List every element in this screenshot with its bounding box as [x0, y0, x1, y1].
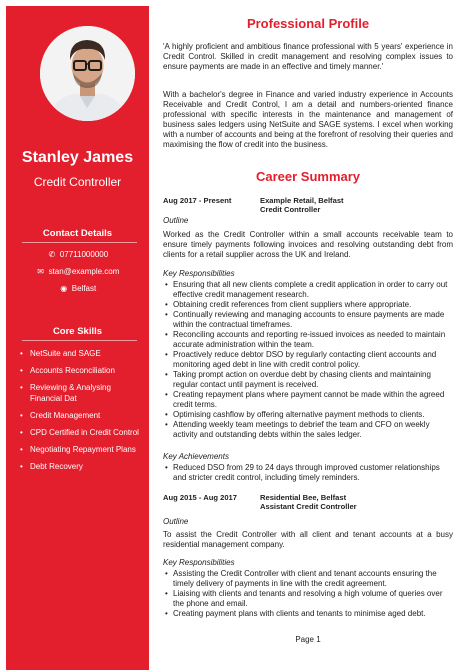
- contact-location: [6, 284, 149, 293]
- job-outline: Worked as the Credit Controller within a small accounts receivable team to ensure timely payments following invoices and resolving outstanding debt from clients for a retail supplier across the UK and Ireland.: [163, 230, 453, 259]
- job-employer: Example Retail, Belfast: [260, 196, 344, 205]
- achievements-list: [163, 463, 453, 483]
- phone-icon: ✆: [48, 250, 56, 259]
- contact-email: [6, 267, 149, 276]
- list-item: • Obtaining credit references from client suppliers where appropriate.: [163, 300, 453, 310]
- skill-item: • NetSuite and SAGE: [20, 348, 144, 359]
- skill-item: • Reviewing & Analysing Financial Dat: [20, 382, 144, 404]
- responsibilities-list: [163, 280, 453, 440]
- list-item: • Proactively reduce debtor DSO by regularly contacting client accounts and monitoring aged debt in line with credit control policy.: [163, 350, 453, 370]
- job-header: [163, 196, 453, 216]
- outline-label: Outline: [163, 517, 189, 526]
- candidate-name: Stanley James: [21, 149, 134, 166]
- location-icon: ◉: [60, 284, 68, 293]
- contact-details-heading: Contact Details: [42, 228, 113, 239]
- skill-item: • Negotiating Repayment Plans: [20, 444, 144, 455]
- job-position: Assistant Credit Controller: [260, 502, 357, 511]
- job-dates: Aug 2015 - Aug 2017: [163, 493, 237, 502]
- list-item: • Optimising cashflow by offering alternative payment methods to clients.: [163, 410, 453, 420]
- career-summary-heading: Career Summary: [255, 169, 361, 184]
- core-skills-heading: Core Skills: [52, 326, 103, 337]
- skill-item: • Accounts Reconciliation: [20, 365, 144, 376]
- list-item: • Reduced DSO from 29 to 24 days through improved customer relationships and stricter credit control, including timely reminders.: [163, 463, 453, 483]
- list-item: • Continually reviewing and managing accounts to ensure payments are made within the contractual timeframes.: [163, 310, 453, 330]
- profile-photo: [40, 26, 135, 121]
- achievements-label: Key Achievements: [163, 452, 229, 461]
- contact-divider: [22, 242, 137, 243]
- profile-summary: 'A highly proficient and ambitious finance professional with 5 years' experience in Credit Control. Skilled in credit management and resolving complex issues to ensure payments are made in an effective and timely manner.': [163, 42, 453, 71]
- skill-item: • Credit Management: [20, 410, 144, 421]
- email-text: stan@example.com: [48, 267, 120, 276]
- list-item: • Liaising with clients and tenants and resolving a high volume of queries over the phone and email.: [163, 589, 453, 609]
- skills-divider: [22, 340, 137, 341]
- main-content: [163, 0, 453, 670]
- skills-list: [20, 348, 144, 478]
- skill-item: • Debt Recovery: [20, 461, 144, 472]
- job-employer: Residential Bee, Belfast: [260, 493, 347, 502]
- list-item: • Reconciling accounts and reporting re-issued invoices as needed to maintain accurate administration within the team.: [163, 330, 453, 350]
- location-text: Belfast: [71, 284, 97, 293]
- list-item: • Taking prompt action on overdue debt by chasing clients and maintaining regular contact until payment is received.: [163, 370, 453, 390]
- job-outline: To assist the Credit Controller with all client and tenant accounts at a busy residential management company.: [163, 530, 453, 549]
- email-icon: ✉: [37, 267, 44, 276]
- candidate-role: Credit Controller: [33, 175, 122, 189]
- profile-paragraph: With a bachelor's degree in Finance and varied industry experience in Accounts Receivable and Credit Control, I am a detail and numbers-oriented finance professional with specific interests in the maintenance and management of business sales ledgers using NetSuite and SAGE systems. I excel when working with a number of accounts and being at the forefront of resolving their queries and maximising the flow of credit into the business.: [163, 90, 453, 149]
- phone-text: 07711000000: [59, 250, 109, 259]
- list-item: • Assisting the Credit Controller with client and tenant accounts ensuring the timely delivery of payments in line with the credit agreement.: [163, 569, 453, 589]
- job-dates: Aug 2017 - Present: [163, 196, 232, 205]
- job-employer-title: [260, 493, 453, 511]
- responsibilities-label: Key Responsibilities: [163, 269, 235, 278]
- responsibilities-list: [163, 569, 453, 619]
- responsibilities-label: Key Responsibilities: [163, 558, 235, 567]
- job-header: [163, 493, 453, 513]
- skill-item: • CPD Certified in Credit Control: [20, 427, 144, 438]
- list-item: • Ensuring that all new clients complete a credit application in order to carry out effective credit management research.: [163, 280, 453, 300]
- list-item: • Creating payment plans with clients and tenants to minimise aged debt.: [163, 609, 453, 619]
- job-position: Credit Controller: [260, 205, 321, 214]
- job-employer-title: [260, 196, 453, 214]
- professional-profile-heading: Professional Profile: [246, 16, 370, 31]
- outline-label: Outline: [163, 216, 189, 225]
- contact-phone: [6, 250, 149, 259]
- page-number: Page 1: [295, 635, 321, 644]
- sidebar: [6, 6, 149, 670]
- list-item: • Attending weekly team meetings to debrief the team and CFO on weekly activity and outstanding debts within the sales ledger.: [163, 420, 453, 440]
- portrait-image: [40, 26, 135, 121]
- list-item: • Creating repayment plans where payment cannot be made within the agreed credit terms.: [163, 390, 453, 410]
